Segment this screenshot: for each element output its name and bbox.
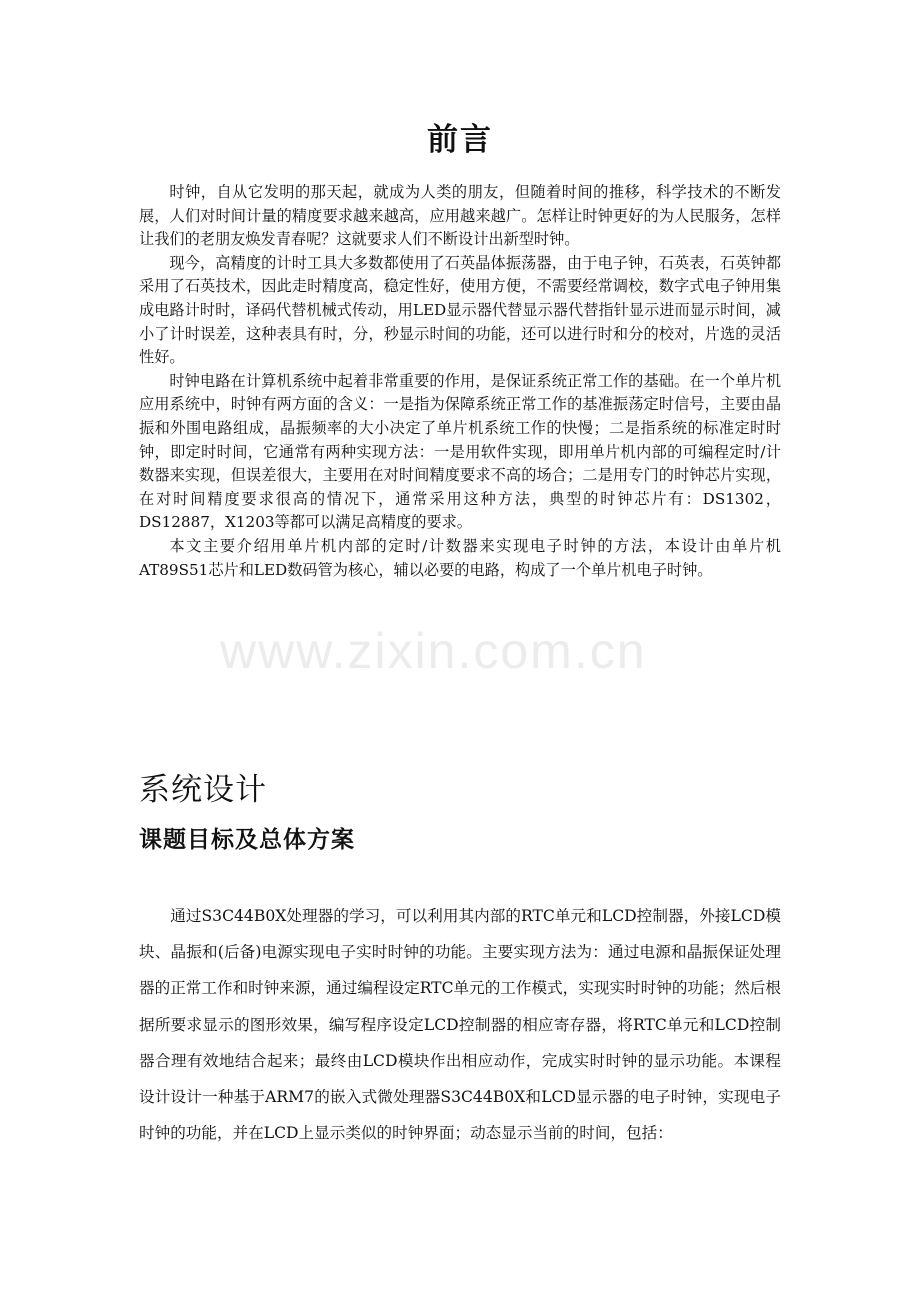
section-heading: 系统设计 <box>139 772 267 808</box>
preface-paragraph: 现今，高精度的计时工具大多数都使用了石英晶体振荡器，由于电子钟，石英表，石英钟都采用了石英技术，因此走时精度高，稳定性好，使用方便，不需要经常调校，数字式电子钟用集成电路计时时，译码代替机械式传动，用LED显示器代替显示器代替指针显示进而显示时间，减小了计时误差，这种表具有时，分，秒显示时间的功能，还可以进行时和分的校对，片选的灵活性好。 <box>139 253 781 367</box>
preface-paragraph: 本文主要介绍用单片机内部的定时/计数器来实现电子时钟的方法，本设计由单片机AT89S51芯片和LED数码管为核心，辅以必要的电路，构成了一个单片机电子时钟。 <box>139 536 781 579</box>
preface-title: 前言 <box>427 122 493 158</box>
preface-paragraph: 时钟电路在计算机系统中起着非常重要的作用，是保证系统正常工作的基础。在一个单片机应用系统中，时钟有两方面的含义：一是指为保障系统正常工作的基准振荡定时信号，主要由晶振和外围电路组成，晶振频率的大小决定了单片机系统工作的快慢；二是指系统的标准定时时钟，即定时时间，它通常有两种实现方法：一是用软件实现，即用单片机内部的可编程定时/计数器来实现，但误差很大，主要用在对时间精度要求不高的场合；二是用专门的时钟芯片实现，在对时间精度要求很高的情况下，通常采用这种方法，典型的时钟芯片有：DS1302，DS12887，X1203等都可以满足高精度的要求。 <box>139 371 781 532</box>
section-body <box>139 898 781 1151</box>
subsection-heading: 课题目标及总体方案 <box>139 827 355 853</box>
watermark: www.zixin.com.cn <box>220 623 647 679</box>
section-paragraph: 通过S3C44B0X处理器的学习，可以利用其内部的RTC单元和LCD控制器，外接LCD模块、晶振和(后备)电源实现电子实时时钟的功能。主要实现方法为：通过电源和晶振保证处理器的正常工作和时钟来源，通过编程设定RTC单元的工作模式，实现实时时钟的功能；然后根据所要求显示的图形效果，编写程序设定LCD控制器的相应寄存器，将RTC单元和LCD控制器合理有效地结合起来；最终由LCD模块作出相应动作，完成实时时钟的显示功能。本课程设计设计一种基于ARM7的嵌入式微处理器S3C44B0X和LCD显示器的电子时钟，实现电子时钟的功能，并在LCD上显示类似的时钟界面；动态显示当前的时间，包括： <box>139 907 781 1143</box>
preface-body <box>139 181 781 582</box>
preface-paragraph: 时钟，自从它发明的那天起，就成为人类的朋友，但随着时间的推移，科学技术的不断发展，人们对时间计量的精度要求越来越高，应用越来越广。怎样让时钟更好的为人民服务，怎样让我们的老朋友焕发青春呢？这就要求人们不断设计出新型时钟。 <box>139 183 781 249</box>
